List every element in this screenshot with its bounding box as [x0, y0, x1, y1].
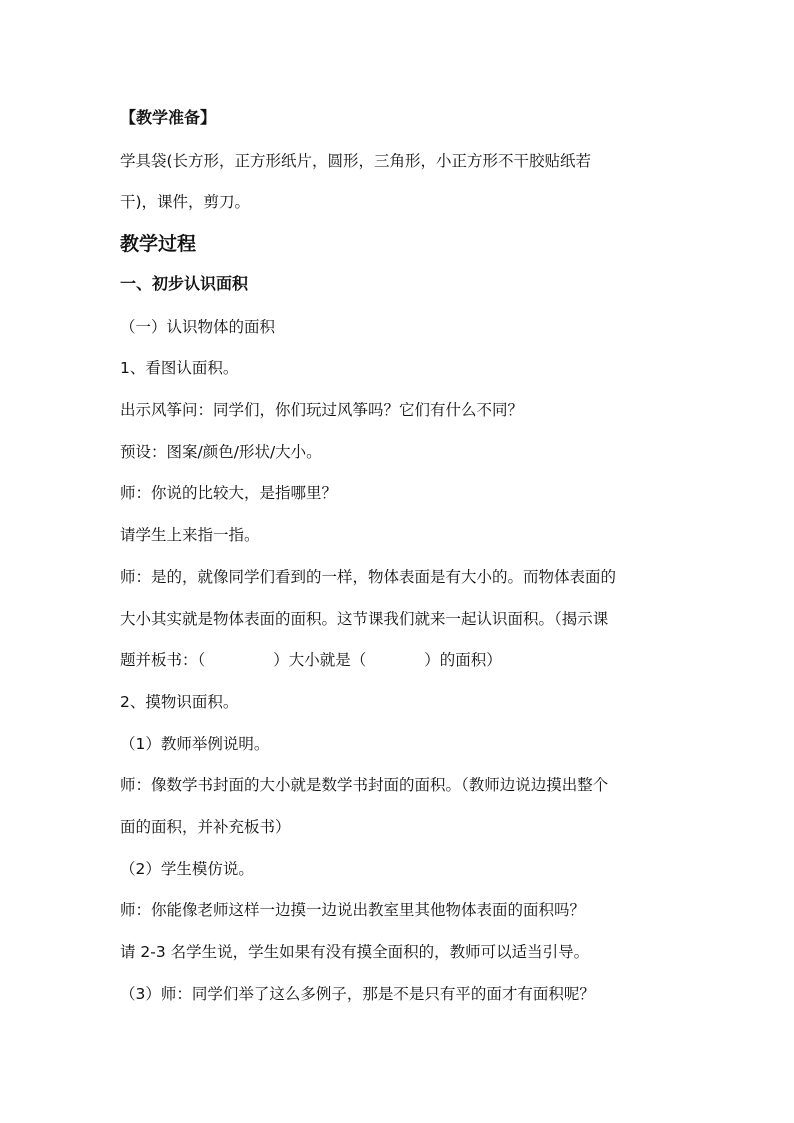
paragraph: 请 2-3 名学生说，学生如果有没有摸全面积的，教师可以适当引导。	[120, 943, 590, 961]
paragraph: 师：你说的比较大，是指哪里？	[120, 484, 338, 502]
fill-in-text: 题并板书：（	[120, 651, 206, 669]
fill-in-text: ）的面积）	[424, 651, 502, 669]
process-heading: 教学过程	[120, 233, 197, 255]
paragraph: 出示风筝问：同学们，你们玩过风筝吗？它们有什么不同？	[120, 401, 524, 419]
step-1-heading: 1、看图认面积。	[120, 359, 239, 377]
subsection-1-heading: （一）认识物体的面积	[120, 318, 276, 336]
prep-line-1: 学具袋(长方形，正方形纸片，圆形，三角形，小正方形不干胶贴纸若	[120, 152, 592, 170]
prep-line-2: 干)，课件，剪刀。	[120, 193, 251, 211]
paragraph: 师：是的，就像同学们看到的一样，物体表面是有大小的。而物体表面的	[120, 568, 617, 586]
paragraph: 请学生上来指一指。	[120, 526, 260, 544]
step-2-heading: 2、摸物识面积。	[120, 693, 239, 711]
section-1-heading: 一、初步认识面积	[120, 274, 249, 293]
paragraph: 大小其实就是物体表面的面积。这节课我们就来一起认识面积。（揭示课	[120, 610, 609, 628]
prep-heading: 【教学准备】	[120, 108, 217, 127]
paragraph: （2）学生模仿说。	[120, 860, 254, 878]
paragraph: （3）师：同学们举了这么多例子，那是不是只有平的面才有面积呢？	[120, 985, 595, 1003]
paragraph: 师：像数学书封面的大小就是数学书封面的面积。（教师边说边摸出整个	[120, 776, 609, 794]
paragraph-fill-in	[120, 649, 680, 671]
paragraph: 师：你能像老师这样一边摸一边说出教室里其他物体表面的面积吗？	[120, 901, 586, 919]
fill-in-text: ）大小就是（	[273, 651, 367, 669]
paragraph: 预设：图案/颜色/形状/大小。	[120, 443, 322, 461]
paragraph: 面的面积，并补充板书）	[120, 818, 291, 836]
paragraph: （1）教师举例说明。	[120, 735, 270, 753]
